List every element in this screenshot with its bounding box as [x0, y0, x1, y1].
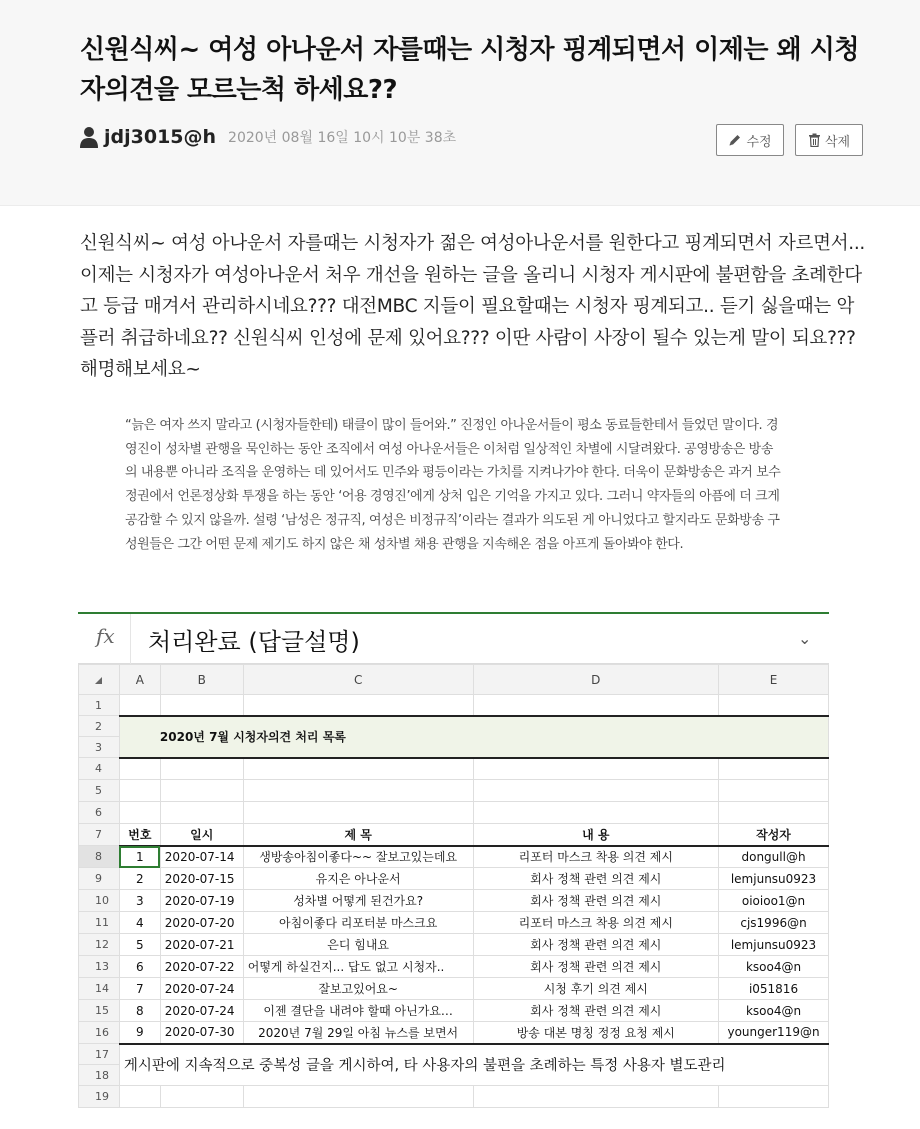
table-cell[interactable]: 유지은 아나운서: [243, 868, 473, 890]
row-number[interactable]: 8: [79, 846, 120, 868]
column-header[interactable]: A: [119, 665, 160, 695]
table-cell[interactable]: ksoo4@n: [719, 1000, 829, 1022]
row-number[interactable]: 18: [79, 1065, 120, 1086]
table-row: [79, 912, 829, 934]
table-cell[interactable]: younger119@n: [719, 1022, 829, 1044]
table-row: [79, 956, 829, 978]
cell[interactable]: [160, 758, 243, 780]
cell[interactable]: [473, 1086, 718, 1108]
cell[interactable]: [719, 1086, 829, 1108]
row-number[interactable]: 16: [79, 1022, 120, 1044]
table-header-cell[interactable]: 작성자: [719, 824, 829, 846]
row-number[interactable]: 14: [79, 978, 120, 1000]
table-cell[interactable]: 2020년 7월 29일 아침 뉴스를 보면서: [243, 1022, 473, 1044]
table-cell[interactable]: 2020-07-22: [160, 956, 243, 978]
table-header-row: [79, 824, 829, 846]
formula-divider: [130, 614, 131, 664]
row-number[interactable]: 10: [79, 890, 120, 912]
table-cell[interactable]: i051816: [719, 978, 829, 1000]
table-row: [79, 1000, 829, 1022]
column-header[interactable]: E: [719, 665, 829, 695]
table-cell[interactable]: 생방송아침이좋다~~ 잘보고있는데요: [243, 846, 473, 868]
table-cell[interactable]: 5: [119, 934, 160, 956]
sheet-grid: [78, 664, 829, 1108]
cell[interactable]: [243, 802, 473, 824]
delete-button[interactable]: [795, 124, 863, 156]
table-cell[interactable]: lemjunsu0923: [719, 868, 829, 890]
row-number[interactable]: 3: [79, 737, 120, 758]
table-cell[interactable]: 방송 대본 명칭 정정 요청 제시: [473, 1022, 718, 1044]
sheet-row: [79, 716, 829, 737]
pencil-icon: [728, 133, 742, 147]
row-number[interactable]: 11: [79, 912, 120, 934]
row-number[interactable]: 7: [79, 824, 120, 846]
table-cell[interactable]: 2020-07-30: [160, 1022, 243, 1044]
table-cell[interactable]: 성차별 어떻게 된건가요?: [243, 890, 473, 912]
sheet-row: [79, 1086, 829, 1108]
table-cell[interactable]: ksoo4@n: [719, 956, 829, 978]
post-header: [0, 0, 920, 206]
cell[interactable]: [719, 695, 829, 716]
column-header[interactable]: C: [243, 665, 473, 695]
sheet-row: [79, 1044, 829, 1065]
table-cell[interactable]: 3: [119, 890, 160, 912]
sheet-row: [79, 780, 829, 802]
row-number[interactable]: 6: [79, 802, 120, 824]
row-number[interactable]: 2: [79, 716, 120, 737]
cell[interactable]: [119, 1086, 160, 1108]
table-cell[interactable]: 4: [119, 912, 160, 934]
select-all-corner[interactable]: [79, 665, 120, 695]
cell[interactable]: [243, 695, 473, 716]
trash-icon: [808, 133, 821, 147]
table-cell[interactable]: oioioo1@n: [719, 890, 829, 912]
spreadsheet-screenshot: [78, 612, 829, 1112]
column-header-row: [79, 665, 829, 695]
table-cell[interactable]: 6: [119, 956, 160, 978]
cell[interactable]: [473, 695, 718, 716]
table-cell[interactable]: 2: [119, 868, 160, 890]
table-row: [79, 1022, 829, 1044]
row-number[interactable]: 12: [79, 934, 120, 956]
cell[interactable]: [160, 802, 243, 824]
chevron-down-icon[interactable]: ⌄: [798, 629, 812, 648]
table-header-cell[interactable]: 번호: [119, 824, 160, 846]
edit-button[interactable]: [716, 124, 784, 156]
row-number[interactable]: 5: [79, 780, 120, 802]
table-cell[interactable]: 1: [119, 846, 160, 868]
table-header-cell[interactable]: 일시: [160, 824, 243, 846]
sheet-row: [79, 802, 829, 824]
sheet-row: [79, 695, 829, 716]
edit-label: 수정: [746, 134, 772, 150]
user-icon: [80, 126, 98, 148]
table-cell[interactable]: lemjunsu0923: [719, 934, 829, 956]
table-cell[interactable]: 7: [119, 978, 160, 1000]
cell[interactable]: [719, 802, 829, 824]
row-number[interactable]: 9: [79, 868, 120, 890]
cell[interactable]: [119, 780, 160, 802]
table-cell[interactable]: 2020-07-14: [160, 846, 243, 868]
row-number[interactable]: 4: [79, 758, 120, 780]
table-cell[interactable]: cjs1996@n: [719, 912, 829, 934]
post-body: 신원식씨~ 여성 아나운서 자를때는 시청자가 젊은 여성아나운서를 원한다고 핑계되면서 자르면서... 이제는 시청자가 여성아나운서 처우 개선을 원하는 글을 올리니 시청자 게시판에 불편함을 초례한다고 등급 매겨서 관리하시네요??? 대전MBC 지들이 필요할때는 시청자 핑계되고.. 듣기 싫을때는 악플러 취급하네요?? 신원식씨 인성에 문제 있어요??? 이딴 사람이 사장이 될수 있는게 말이 되요??? 해명해보세요~: [80, 233, 866, 380]
table-row: [79, 890, 829, 912]
column-header[interactable]: D: [473, 665, 718, 695]
table-row: [79, 868, 829, 890]
table-cell[interactable]: 9: [119, 1022, 160, 1044]
table-cell[interactable]: dongull@h: [719, 846, 829, 868]
table-cell[interactable]: 리포터 마스크 착용 의견 제시: [473, 846, 718, 868]
table-cell[interactable]: 2020-07-24: [160, 1000, 243, 1022]
cell[interactable]: [243, 758, 473, 780]
cell[interactable]: [719, 780, 829, 802]
row-number[interactable]: 1: [79, 695, 120, 716]
row-number[interactable]: 19: [79, 1086, 120, 1108]
table-cell[interactable]: 어떻게 하실건지... 답도 없고 시청자..: [243, 956, 473, 978]
delete-label: 삭제: [824, 134, 851, 150]
cell[interactable]: [160, 695, 243, 716]
cell[interactable]: [719, 758, 829, 780]
table-cell[interactable]: 은디 힘내요: [243, 934, 473, 956]
formula-bar: [78, 612, 829, 664]
post-date: 2020년 08월 16일 10시 10분 38초: [228, 130, 457, 146]
table-cell[interactable]: 리포터 마스크 착용 의견 제시: [473, 912, 718, 934]
table-row: [79, 846, 829, 868]
cell[interactable]: [160, 1086, 243, 1108]
table-cell[interactable]: 2020-07-19: [160, 890, 243, 912]
post-meta: [80, 124, 456, 150]
table-cell[interactable]: 이젠 결단을 내려야 할때 아닌가요…: [243, 1000, 473, 1022]
table-cell[interactable]: 아침이좋다 리포터분 마스크요: [243, 912, 473, 934]
author-name[interactable]: jdj3015@h: [104, 126, 217, 148]
cell[interactable]: [119, 695, 160, 716]
cell[interactable]: [473, 758, 718, 780]
fx-icon: fx: [96, 624, 115, 648]
row-number[interactable]: 17: [79, 1044, 120, 1065]
table-cell[interactable]: 2020-07-20: [160, 912, 243, 934]
table-header-cell[interactable]: 제 목: [243, 824, 473, 846]
cell[interactable]: [473, 802, 718, 824]
formula-input[interactable]: 처리완료 (답글설명): [148, 628, 360, 656]
cell[interactable]: [119, 802, 160, 824]
management-note[interactable]: 게시판에 지속적으로 중복성 글을 게시하여, 타 사용자의 불편을 초례하는 특정 사용자 별도관리: [119, 1044, 828, 1086]
table-cell[interactable]: 시청 후기 의견 제시: [473, 978, 718, 1000]
table-header-cell[interactable]: 내 용: [473, 824, 718, 846]
cell[interactable]: [243, 780, 473, 802]
column-header[interactable]: B: [160, 665, 243, 695]
sheet-row: [79, 758, 829, 780]
quoted-article-text: “늙은 여자 쓰지 말라고 (시청자들한테) 태클이 많이 들어와.” 진정인 아나운서들이 평소 동료들한테서 들었던 말이다. 경영진이 성차별 관행을 묵인하는 동안 조직에서 여성 아나운서들은 이처럼 일상적인 차별에 시달려왔다. 공영방송은 방송의 내용뿐 아니라 조직을 운영하는 데 있어서도 민주와 평등이라는 가치를 지켜나가야 한다. 더욱이 문화방송은 과거 보수정권에서 언론정상화 투쟁을 하는 동안 ‘어용 경영진’에게 상처 입은 기억을 가지고 있다. 그러니 약자들의 아픔에 더 크게 공감할 수 있지 않을까. 설령 ‘남성은 정규직, 여성은 비정규직’이라는 결과가 의도된 게 아니었다고 할지라도 문화방송 구성원들은 그간 어떤 문제 제기도 하지 않은 채 성차별 채용 관행을 지속해온 점을 아프게 돌아봐야 한다.: [125, 418, 781, 552]
table-cell[interactable]: 회사 정책 관련 의견 제시: [473, 890, 718, 912]
table-cell[interactable]: 회사 정책 관련 의견 제시: [473, 868, 718, 890]
table-row: [79, 934, 829, 956]
sheet-title[interactable]: 2020년 7월 시청자의견 처리 목록: [119, 716, 828, 758]
cell[interactable]: [243, 1086, 473, 1108]
table-cell[interactable]: 회사 정책 관련 의견 제시: [473, 1000, 718, 1022]
post-title: 신원식씨~ 여성 아나운서 자를때는 시청자 핑계되면서 이제는 왜 시청자의견을 모르는척 하세요??: [80, 35, 859, 105]
table-cell[interactable]: 2020-07-24: [160, 978, 243, 1000]
table-cell[interactable]: 2020-07-15: [160, 868, 243, 890]
table-cell[interactable]: 8: [119, 1000, 160, 1022]
cell[interactable]: [160, 780, 243, 802]
table-cell[interactable]: 2020-07-21: [160, 934, 243, 956]
row-number[interactable]: 15: [79, 1000, 120, 1022]
cell[interactable]: [119, 758, 160, 780]
table-row: [79, 978, 829, 1000]
table-cell[interactable]: 잘보고있어요~: [243, 978, 473, 1000]
table-cell[interactable]: 회사 정책 관련 의견 제시: [473, 934, 718, 956]
cell[interactable]: [473, 780, 718, 802]
row-number[interactable]: 13: [79, 956, 120, 978]
table-cell[interactable]: 회사 정책 관련 의견 제시: [473, 956, 718, 978]
